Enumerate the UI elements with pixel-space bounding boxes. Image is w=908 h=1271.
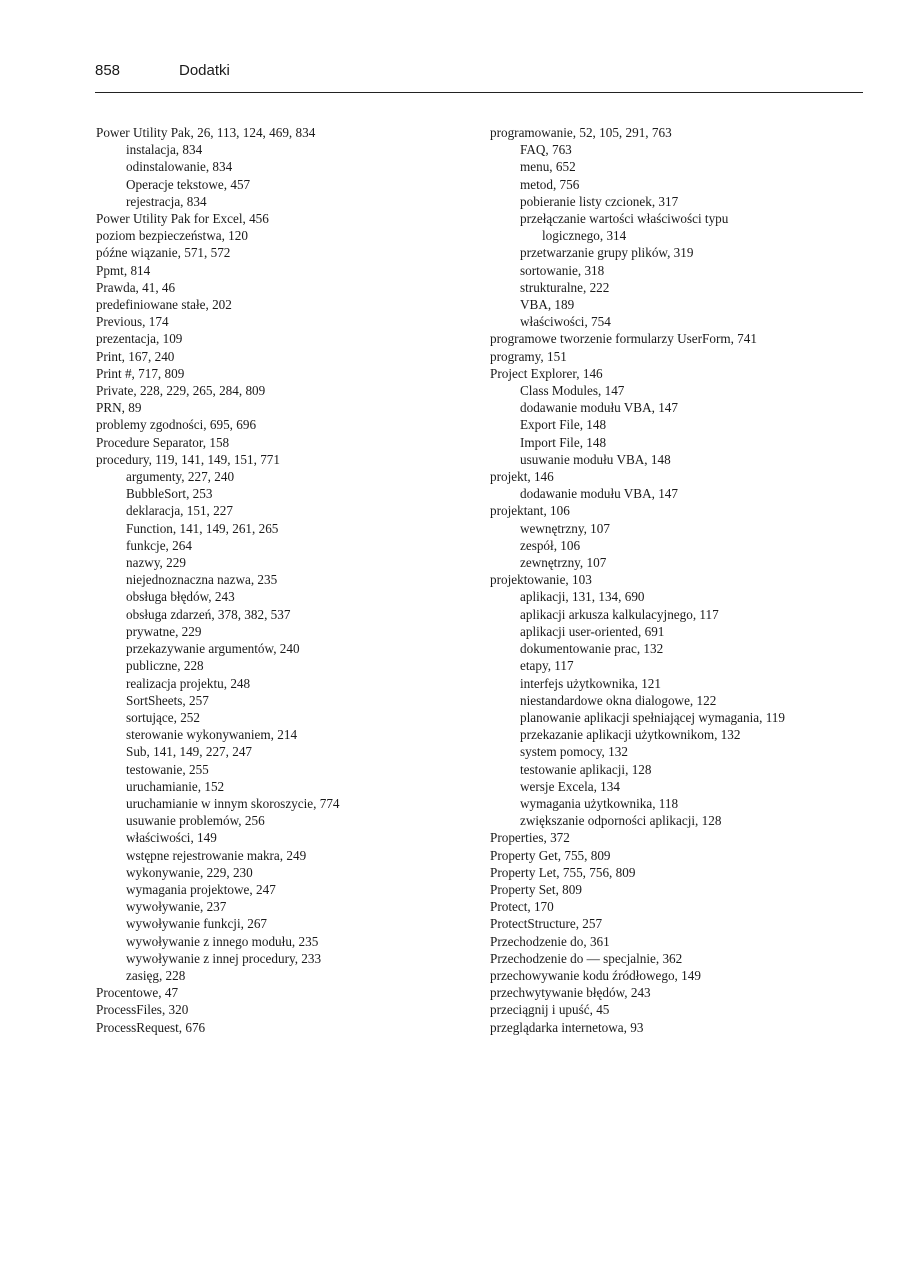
header-rule bbox=[95, 92, 863, 93]
index-entry: PRN, 89 bbox=[96, 400, 142, 416]
index-entry: programy, 151 bbox=[490, 348, 567, 364]
index-subentry: właściwości, 754 bbox=[520, 314, 611, 330]
index-entry: Power Utility Pak, 26, 113, 124, 469, 834 bbox=[96, 125, 316, 140]
index-subentry: pobieranie listy czcionek, 317 bbox=[520, 193, 679, 209]
index-subentry: realizacja projektu, 248 bbox=[126, 675, 251, 691]
index-subentry: wywoływanie, 237 bbox=[126, 899, 227, 915]
index-subentry: właściwości, 149 bbox=[126, 830, 217, 846]
index-entry: Private, 228, 229, 265, 284, 809 bbox=[96, 383, 266, 399]
index-subentry: sortowanie, 318 bbox=[520, 262, 605, 278]
index-subentry: deklaracja, 151, 227 bbox=[126, 503, 233, 519]
index-subentry: przełączanie wartości właściwości typu bbox=[520, 211, 729, 227]
index-subentry: wymagania użytkownika, 118 bbox=[520, 795, 679, 811]
index-entry: Properties, 372 bbox=[490, 830, 570, 846]
index-subentry: wykonywanie, 229, 230 bbox=[126, 864, 253, 880]
chapter-title: Dodatki bbox=[179, 62, 230, 79]
index-subentry: testowanie, 255 bbox=[126, 761, 209, 777]
index-subentry: niejednoznaczna nazwa, 235 bbox=[126, 572, 278, 588]
index-entry: prezentacja, 109 bbox=[96, 331, 183, 347]
index-column-left bbox=[96, 124, 446, 1036]
index-entry: przeglądarka internetowa, 93 bbox=[490, 1019, 644, 1035]
index-entry: poziom bezpieczeństwa, 120 bbox=[96, 228, 248, 244]
page-header bbox=[95, 62, 863, 92]
index-subentry: wywoływanie z innego modułu, 235 bbox=[126, 933, 319, 949]
index-subentry: Export File, 148 bbox=[520, 417, 607, 433]
index-subentry: aplikacji, 131, 134, 690 bbox=[520, 589, 645, 605]
index-subentry: nazwy, 229 bbox=[126, 555, 186, 571]
index-subentry: wywoływanie z innej procedury, 233 bbox=[126, 950, 322, 966]
index-entry: programowanie, 52, 105, 291, 763 bbox=[490, 125, 672, 140]
index-subentry: obsługa błędów, 243 bbox=[126, 589, 235, 605]
index-entry: Protect, 170 bbox=[490, 899, 554, 915]
index-subentry: odinstalowanie, 834 bbox=[126, 159, 233, 175]
index-entry: Ppmt, 814 bbox=[96, 262, 151, 278]
index-subentry: logicznego, 314 bbox=[542, 228, 627, 244]
index-subentry: niestandardowe okna dialogowe, 122 bbox=[520, 692, 717, 708]
index-entry: Property Set, 809 bbox=[490, 881, 582, 897]
index-subentry: sortujące, 252 bbox=[126, 709, 200, 725]
index-entry: Print, 167, 240 bbox=[96, 348, 175, 364]
index-entry: przeciągnij i upuść, 45 bbox=[490, 1002, 610, 1018]
index-subentry: dokumentowanie prac, 132 bbox=[520, 641, 664, 657]
index-subentry: Import File, 148 bbox=[520, 434, 607, 450]
index-subentry: strukturalne, 222 bbox=[520, 279, 610, 295]
index-subentry: SortSheets, 257 bbox=[126, 692, 209, 708]
index-subentry: zasięg, 228 bbox=[126, 967, 186, 983]
index-subentry: obsługa zdarzeń, 378, 382, 537 bbox=[126, 606, 291, 622]
index-subentry: planowanie aplikacji spełniającej wymagania, 119 bbox=[520, 709, 785, 725]
index-entry: Przechodzenie do, 361 bbox=[490, 933, 610, 949]
index-subentry: Operacje tekstowe, 457 bbox=[126, 176, 251, 192]
index-subentry: przetwarzanie grupy plików, 319 bbox=[520, 245, 694, 261]
index-subentry: argumenty, 227, 240 bbox=[126, 469, 235, 485]
index-subentry: menu, 652 bbox=[520, 159, 576, 175]
index-subentry: rejestracja, 834 bbox=[126, 193, 207, 209]
index-subentry: BubbleSort, 253 bbox=[126, 486, 213, 502]
index-subentry: metod, 756 bbox=[520, 176, 580, 192]
index-entry: Procentowe, 47 bbox=[96, 985, 179, 1001]
index-subentry: aplikacji arkusza kalkulacyjnego, 117 bbox=[520, 606, 719, 622]
index-entry: problemy zgodności, 695, 696 bbox=[96, 417, 257, 433]
index-subentry: Function, 141, 149, 261, 265 bbox=[126, 520, 279, 536]
index-subentry: etapy, 117 bbox=[520, 658, 574, 674]
index-entry: Power Utility Pak for Excel, 456 bbox=[96, 211, 269, 227]
index-subentry: FAQ, 763 bbox=[520, 142, 572, 158]
index-subentry: dodawanie modułu VBA, 147 bbox=[520, 486, 678, 502]
index-subentry: przekazywanie argumentów, 240 bbox=[126, 641, 300, 657]
index-subentry: wymagania projektowe, 247 bbox=[126, 881, 276, 897]
index-subentry: usuwanie problemów, 256 bbox=[126, 813, 265, 829]
index-subentry: VBA, 189 bbox=[520, 297, 575, 313]
index-column-right bbox=[490, 124, 880, 1036]
index-subentry: sterowanie wykonywaniem, 214 bbox=[126, 727, 298, 743]
index-entry: ProcessFiles, 320 bbox=[96, 1002, 189, 1018]
index-subentry: wewnętrzny, 107 bbox=[520, 520, 610, 536]
index-entry: Procedure Separator, 158 bbox=[96, 434, 230, 450]
index-subentry: Sub, 141, 149, 227, 247 bbox=[126, 744, 253, 760]
index-entry: przechowywanie kodu źródłowego, 149 bbox=[490, 967, 701, 983]
index-entry: Previous, 174 bbox=[96, 314, 169, 330]
index-subentry: publiczne, 228 bbox=[126, 658, 204, 674]
index-subentry: dodawanie modułu VBA, 147 bbox=[520, 400, 678, 416]
index-entry: przechwytywanie błędów, 243 bbox=[490, 985, 651, 1001]
index-subentry: testowanie aplikacji, 128 bbox=[520, 761, 652, 777]
index-subentry: wywoływanie funkcji, 267 bbox=[126, 916, 268, 932]
index-entry: procedury, 119, 141, 149, 151, 771 bbox=[96, 451, 280, 467]
index-entry: projektant, 106 bbox=[490, 503, 570, 519]
index-entry: predefiniowane stałe, 202 bbox=[96, 297, 232, 313]
index-entry: projektowanie, 103 bbox=[490, 572, 592, 588]
index-entry: Property Let, 755, 756, 809 bbox=[490, 864, 636, 880]
index-subentry: prywatne, 229 bbox=[126, 623, 202, 639]
index-entry: Przechodzenie do — specjalnie, 362 bbox=[490, 950, 683, 966]
index-entry: Project Explorer, 146 bbox=[490, 365, 603, 381]
index-subentry: zewnętrzny, 107 bbox=[520, 555, 607, 571]
index-entry: późne wiązanie, 571, 572 bbox=[96, 245, 231, 261]
index-subentry: usuwanie modułu VBA, 148 bbox=[520, 451, 671, 467]
index-subentry: uruchamianie w innym skoroszycie, 774 bbox=[126, 795, 340, 811]
index-entry: Property Get, 755, 809 bbox=[490, 847, 611, 863]
index-subentry: wersje Excela, 134 bbox=[520, 778, 620, 794]
index-subentry: uruchamianie, 152 bbox=[126, 778, 225, 794]
index-entry: Print #, 717, 809 bbox=[96, 365, 185, 381]
index-entry: programowe tworzenie formularzy UserForm, 741 bbox=[490, 331, 757, 347]
page-number: 858 bbox=[95, 62, 121, 79]
index-subentry: aplikacji user-oriented, 691 bbox=[520, 623, 665, 639]
index-subentry: instalacja, 834 bbox=[126, 142, 203, 158]
index-subentry: wstępne rejestrowanie makra, 249 bbox=[126, 847, 307, 863]
index-subentry: Class Modules, 147 bbox=[520, 383, 625, 399]
index-entry: Prawda, 41, 46 bbox=[96, 279, 176, 295]
index-entry: projekt, 146 bbox=[490, 469, 554, 485]
index-subentry: system pomocy, 132 bbox=[520, 744, 628, 760]
index-subentry: zwiększanie odporności aplikacji, 128 bbox=[520, 813, 722, 829]
index-entry: ProtectStructure, 257 bbox=[490, 916, 603, 932]
index-entry: ProcessRequest, 676 bbox=[96, 1019, 206, 1035]
index-subentry: funkcje, 264 bbox=[126, 537, 192, 553]
index-subentry: przekazanie aplikacji użytkownikom, 132 bbox=[520, 727, 741, 743]
index-subentry: interfejs użytkownika, 121 bbox=[520, 675, 661, 691]
index-subentry: zespół, 106 bbox=[520, 537, 581, 553]
